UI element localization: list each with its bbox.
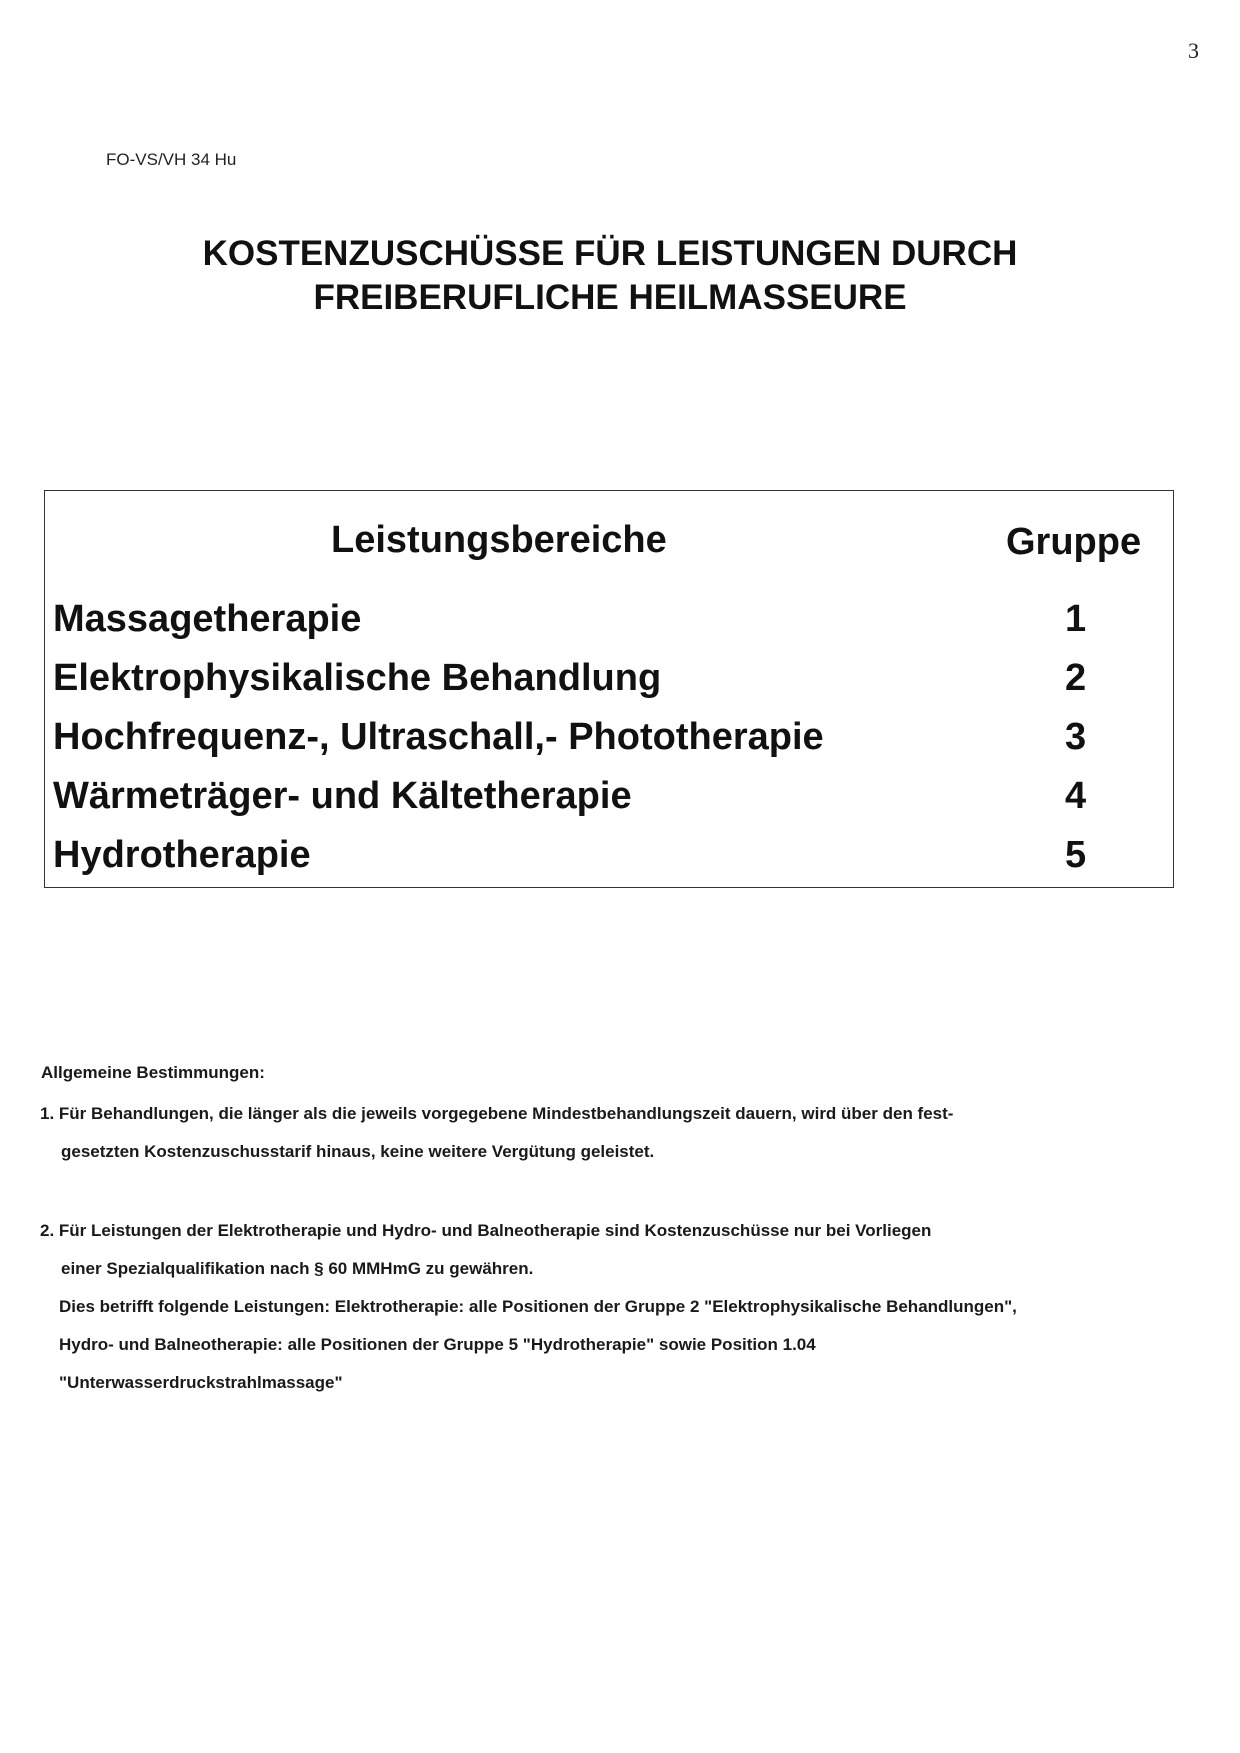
table-header	[45, 519, 1173, 569]
service-area-name: Elektrophysikalische Behandlung	[53, 657, 662, 699]
provision-1-line-1: 1. Für Behandlungen, die länger als die jeweils vorgegebene Mindestbehandlungszeit dauern, wird über den fest-	[40, 1104, 954, 1123]
provision-2-line-3: Dies betrifft folgende Leistungen: Elektrotherapie: alle Positionen der Gruppe 2 "Elektrophysikalische Behandlungen",	[59, 1297, 1017, 1316]
group-number: 3	[1065, 716, 1087, 758]
table-row	[45, 775, 1173, 831]
page-number: 3	[1188, 38, 1199, 63]
provision-2-line-5: "Unterwasserdruckstrahlmassage"	[59, 1373, 343, 1392]
service-area-name: Hydrotherapie	[53, 834, 311, 876]
group-number: 1	[1065, 598, 1087, 640]
table-row	[45, 716, 1173, 772]
service-area-name: Hochfrequenz-, Ultraschall,- Phototherapie	[53, 716, 824, 758]
table-row	[45, 834, 1173, 890]
header-group: Gruppe	[1006, 521, 1142, 563]
reference-code: FO-VS/VH 34 Hu	[106, 150, 237, 169]
document-title	[0, 232, 1240, 320]
provision-2-line-1: 2. Für Leistungen der Elektrotherapie und Hydro- und Balneotherapie sind Kostenzuschüsse nur bei Vorliegen	[40, 1221, 932, 1240]
header-service-areas: Leistungsbereiche	[331, 519, 667, 561]
group-number: 4	[1065, 775, 1087, 817]
group-number: 5	[1065, 834, 1087, 876]
provision-2-line-4: Hydro- und Balneotherapie: alle Positionen der Gruppe 5 "Hydrotherapie" sowie Position 1.04	[59, 1335, 816, 1354]
service-groups-table	[44, 490, 1174, 888]
provisions-heading: Allgemeine Bestimmungen:	[41, 1063, 265, 1082]
service-area-name: Wärmeträger- und Kältetherapie	[53, 775, 632, 817]
title-line-2: FREIBERUFLICHE HEILMASSEURE	[313, 278, 907, 317]
group-number: 2	[1065, 657, 1087, 699]
table-row	[45, 657, 1173, 713]
provision-1-line-2: gesetzten Kostenzuschusstarif hinaus, keine weitere Vergütung geleistet.	[61, 1142, 655, 1161]
table-row	[45, 598, 1173, 654]
title-line-1: KOSTENZUSCHÜSSE FÜR LEISTUNGEN DURCH	[202, 234, 1018, 273]
service-area-name: Massagetherapie	[53, 598, 362, 640]
provision-2-line-2: einer Spezialqualifikation nach § 60 MMHmG zu gewähren.	[61, 1259, 534, 1278]
